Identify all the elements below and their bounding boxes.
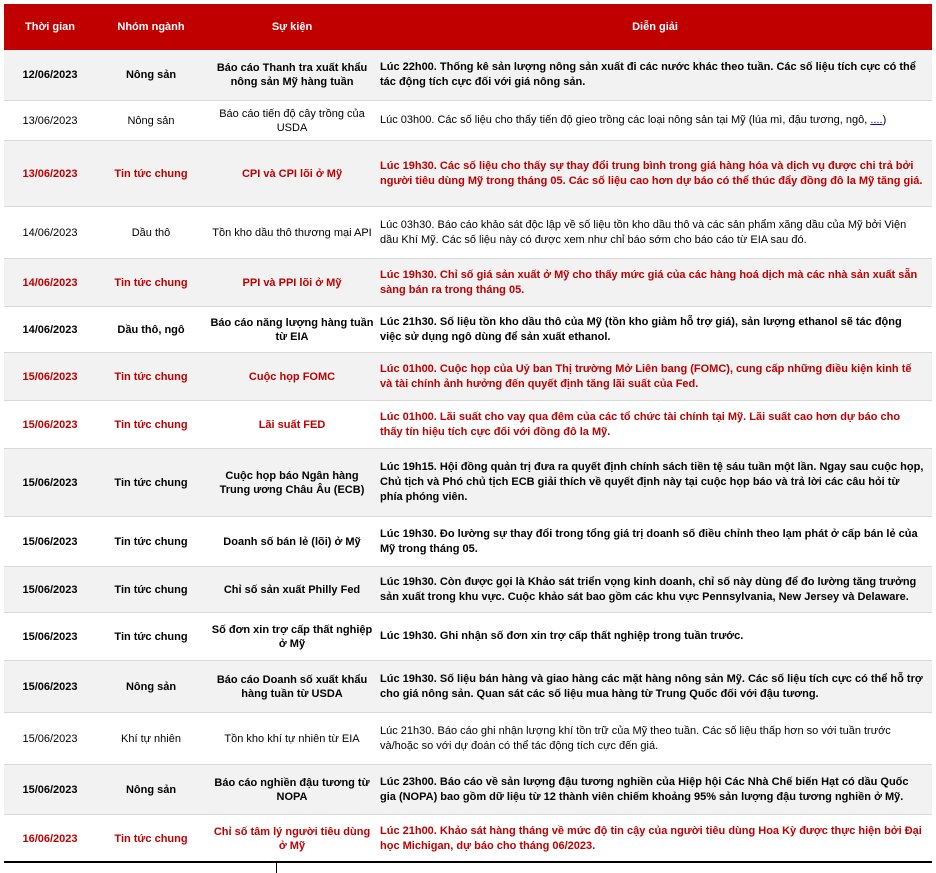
row-event: Báo cáo năng lượng hàng tuần từ EIA (210, 316, 374, 343)
row-sector: Tin tức chung (114, 535, 188, 548)
row-description: Lúc 01h00. Cuộc họp của Uỷ ban Thị trường Mở Liên bang (FOMC), cung cấp những điều kiện kinh tế và tài chính ảnh hưởng đến quyết định tăng lãi suất của Fed. (380, 362, 912, 390)
row-sector: Dầu thô (131, 226, 171, 239)
row-sector: Tin tức chung (114, 276, 188, 289)
row-sector: Khí tự nhiên (121, 732, 181, 745)
row-sector: Nông sản (125, 783, 177, 796)
row-date: 13/06/2023 (22, 167, 78, 180)
row-description: Lúc 21h30. Số liệu tồn kho dầu thô của Mỹ (tồn kho giảm hỗ trợ giá), sản lượng ethanol sẽ tác động việc sử dụng ngô dùng để sản xuất ethanol. (380, 315, 902, 343)
row-event: Cuộc họp FOMC (248, 370, 336, 383)
row-date: 15/06/2023 (22, 630, 78, 643)
row-description: Lúc 19h30. Ghi nhận số đơn xin trợ cấp thất nghiệp trong tuần trước. (380, 630, 744, 642)
row-sector: Tin tức chung (114, 370, 188, 383)
row-description: Lúc 22h00. Thống kê sản lượng nông sản xuất đi các nước khác theo tuần. Các số liệu tích cực có thể tác động tích cực đối với giá nông sản. (380, 61, 916, 88)
table-header (4, 4, 932, 50)
row-sector: Tin tức chung (114, 832, 188, 845)
row-event: Cuộc họp báo Ngân hàng Trung ương Châu Âu (ECB) (219, 469, 365, 496)
table-row (4, 50, 932, 101)
row-date: 15/06/2023 (22, 476, 78, 489)
header-date: Thời gian (25, 21, 75, 33)
row-date: 15/06/2023 (22, 535, 78, 548)
row-event: Số đơn xin trợ cấp thất nghiệp ở Mỹ (211, 623, 373, 650)
row-sector: Nông sản (125, 680, 177, 693)
row-description: Lúc 19h15. Hội đồng quản trị đưa ra quyết định chính sách tiền tệ sáu tuần một lần. Ngay sau cuộc họp, Chủ tịch và Phó chủ tịch ECB giải thích về quyết định này tại cuộc họp báo và trả lời các câu hỏi từ phía phóng viên. (380, 461, 924, 503)
table-row (4, 765, 932, 815)
row-event: Báo cáo tiến độ cây trồng của USDA (219, 107, 365, 134)
table-row (4, 567, 932, 613)
header-description: Diễn giải (632, 21, 678, 33)
table-row (4, 613, 932, 661)
row-description: Lúc 19h30. Các số liệu cho thấy sự thay đổi trung bình trong giá hàng hóa và dịch vụ được chi trả bởi người tiêu dùng Mỹ trong tháng 05. Các số liệu cao hơn dự báo có thể thúc đẩy đồng đô la Mỹ tăng giá. (380, 159, 923, 187)
header-event: Sự kiện (271, 21, 313, 33)
row-date: 15/06/2023 (22, 680, 78, 693)
table-row (4, 259, 932, 307)
row-event: Doanh số bán lẻ (lõi) ở Mỹ (223, 535, 361, 548)
row-description: Lúc 21h30. Báo cáo ghi nhận lượng khí tồn trữ của Mỹ theo tuần. Các số liệu thấp hơn so với tuần trước và/hoặc so với dự đoán có thể tác động tích cực đến giá. (380, 724, 891, 752)
row-description: Lúc 23h00. Báo cáo về sản lượng đậu tương nghiền của Hiệp hội Các Nhà Chế biến Hạt có dầu Quốc gia (NOPA) bao gồm dữ liệu từ 12 thành viên chiếm khoảng 95% sản lượng đậu tương nghiền ở Mỹ. (380, 775, 909, 803)
row-date: 16/06/2023 (22, 832, 78, 845)
row-description: Lúc 21h00. Khảo sát hàng tháng về mức độ tin cậy của người tiêu dùng Hoa Kỳ được thực hiện bởi Đại học Michigan, dự báo cho tháng 06/2023. (380, 824, 922, 852)
row-event: Báo cáo Thanh tra xuất khẩu nông sản Mỹ hàng tuần (216, 62, 368, 88)
row-event: Chỉ số tâm lý người tiêu dùng ở Mỹ (213, 825, 371, 852)
row-date: 15/06/2023 (22, 583, 78, 596)
row-sector: Tin tức chung (114, 476, 188, 489)
table-row (4, 661, 932, 713)
row-event: Chỉ số sản xuất Philly Fed (223, 583, 361, 596)
row-sector: Dầu thô, ngô (117, 323, 185, 336)
table-row (4, 207, 932, 259)
table-row (4, 141, 932, 207)
header-sector: Nhóm ngành (117, 21, 185, 33)
row-description: Lúc 19h30. Số liệu bán hàng và giao hàng các mặt hàng nông sản Mỹ. Các số liệu tích cực có thể hỗ trợ cho giá nông sản. Quan sát các số liệu mua hàng từ Trung Quốc đối với đậu tương. (380, 672, 923, 700)
row-description-tail: ) (882, 114, 887, 126)
row-event: Lãi suất FED (258, 418, 326, 431)
row-description: Lúc 19h30. Đo lường sự thay đổi trong tổng giá trị doanh số điều chỉnh theo lạm phát ở cấp bán lẻ của Mỹ trong tháng 05. (380, 527, 918, 555)
table-row (4, 449, 932, 517)
row-sector: Tin tức chung (114, 167, 188, 180)
more-link[interactable]: .... (870, 114, 883, 126)
row-description: Lúc 19h30. Còn được gọi là Khảo sát triển vọng kinh doanh, chỉ số này dùng để đo lường tăng trưởng sản xuất trong khu vực. Cuộc khảo sát bao gồm các khu vực Pennsylvania, New Jersey và Delaware. (380, 575, 917, 603)
row-event: Tồn kho dầu thô thương mại API (212, 226, 372, 239)
row-date: 15/06/2023 (22, 370, 78, 383)
table-bottom-border (4, 861, 932, 863)
table-row (4, 713, 932, 765)
row-sector: Tin tức chung (114, 418, 188, 431)
table-row (4, 101, 932, 141)
row-event: PPI và PPI lõi ở Mỹ (242, 276, 342, 289)
table-row (4, 307, 932, 353)
row-sector: Tin tức chung (114, 630, 188, 643)
row-date: 15/06/2023 (22, 732, 78, 745)
row-description: Lúc 19h30. Chỉ số giá sản xuất ở Mỹ cho thấy mức giá của các hàng hoá dịch mà các nhà sản xuất sẵn sàng bán ra trong tháng 05. (380, 268, 918, 296)
table-row (4, 353, 932, 401)
row-date: 14/06/2023 (22, 226, 78, 239)
economic-calendar-table (4, 4, 932, 863)
row-event: Báo cáo nghiền đậu tương từ NOPA (214, 776, 370, 803)
row-description: Lúc 03h30. Báo cáo khảo sát độc lập về số liệu tồn kho dầu thô và các sản phẩm xăng dầu của Mỹ bởi Viện dầu Khí Mỹ. Các số liệu này có được xem như chỉ báo sớm cho báo cáo từ EIA sau đó. (380, 218, 907, 246)
table-bottom-tick (276, 863, 277, 873)
row-date: 15/06/2023 (22, 418, 78, 431)
row-sector: Tin tức chung (114, 583, 188, 596)
row-description-text: Lúc 03h00. Các số liệu cho thấy tiến độ gieo trồng các loại nông sản tại Mỹ (lúa mì, đậu tương, ngô, (380, 114, 871, 126)
row-date: 12/06/2023 (22, 69, 78, 81)
row-date: 15/06/2023 (22, 783, 78, 796)
row-event: Báo cáo Doanh số xuất khẩu hàng tuần từ USDA (216, 673, 368, 700)
row-sector: Nông sản (127, 114, 175, 127)
row-sector: Nông sản (125, 69, 177, 81)
row-date: 14/06/2023 (22, 276, 78, 289)
row-description (378, 113, 932, 128)
table-row (4, 401, 932, 449)
row-event: Tồn kho khí tự nhiên từ EIA (224, 732, 360, 745)
table-row (4, 517, 932, 567)
row-date: 14/06/2023 (22, 323, 78, 336)
row-date: 13/06/2023 (22, 114, 78, 127)
row-event: CPI và CPI lõi ở Mỹ (241, 167, 343, 180)
table-row (4, 815, 932, 863)
row-description: Lúc 01h00. Lãi suất cho vay qua đêm của các tổ chức tài chính tại Mỹ. Lãi suất cao hơn dự báo cho thấy tín hiệu tích cực đối với đồng đô la Mỹ. (380, 410, 901, 438)
